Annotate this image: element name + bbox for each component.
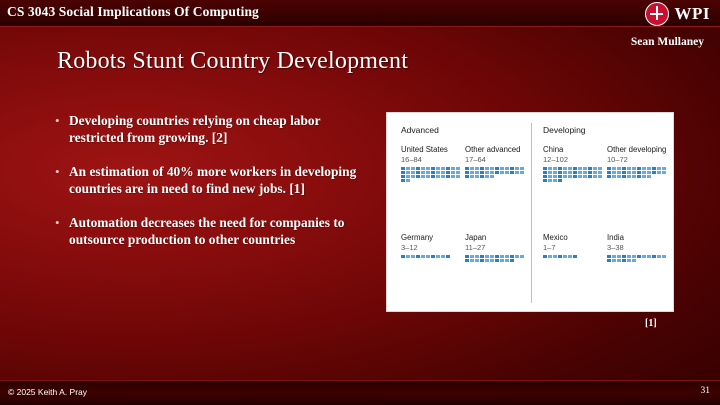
figure-dot — [548, 175, 552, 178]
figure-dot — [543, 255, 547, 258]
figure-dot — [495, 259, 499, 262]
figure-dot — [441, 175, 445, 178]
figure-dot — [548, 179, 552, 182]
figure-dot — [607, 175, 611, 178]
figure-dot — [662, 255, 666, 258]
figure-dot — [490, 259, 494, 262]
figure-dot — [553, 167, 557, 170]
figure-dot — [627, 259, 631, 262]
figure-dot — [553, 179, 557, 182]
figure-dot — [401, 175, 405, 178]
figure-dot — [446, 167, 450, 170]
figure-dot — [583, 167, 587, 170]
figure-dot — [598, 171, 602, 174]
figure-dot — [642, 175, 646, 178]
figure-divider — [531, 123, 532, 303]
figure-cell-name: Germany — [401, 233, 434, 242]
figure-dot — [465, 171, 469, 174]
figure-dot — [505, 255, 509, 258]
figure-dot — [431, 171, 435, 174]
figure-dot — [406, 171, 410, 174]
figure-cell-range: 17–64 — [465, 154, 486, 164]
figure-dot — [411, 167, 415, 170]
figure-dot — [637, 255, 641, 258]
wpi-logo-text: WPI — [674, 4, 710, 23]
list-item — [55, 214, 375, 248]
figure-dot — [431, 175, 435, 178]
list-item — [55, 112, 375, 146]
figure-cell-name: Japan — [465, 233, 487, 242]
figure-dot — [548, 255, 552, 258]
figure-dot — [480, 175, 484, 178]
author-name: Sean Mullaney — [630, 36, 704, 48]
figure-cell-dots — [465, 167, 525, 178]
figure-dot — [568, 255, 572, 258]
figure-dot — [485, 175, 489, 178]
figure-dot — [657, 171, 661, 174]
figure-dot — [485, 171, 489, 174]
figure-dot — [470, 175, 474, 178]
figure-dot — [406, 179, 410, 182]
figure-dot — [563, 171, 567, 174]
figure-cell-range: 10–72 — [607, 154, 628, 164]
figure-dot — [441, 255, 445, 258]
figure-dot — [617, 259, 621, 262]
figure-dot — [480, 171, 484, 174]
figure-dot — [465, 175, 469, 178]
figure-dot — [470, 171, 474, 174]
figure-dot — [593, 171, 597, 174]
figure-dot — [657, 167, 661, 170]
wpi-logo — [645, 2, 711, 26]
figure-cell — [401, 233, 463, 258]
figure-dot — [548, 171, 552, 174]
figure-dot — [553, 255, 557, 258]
figure-dot — [515, 255, 519, 258]
figure-cell — [401, 145, 463, 182]
figure-dot — [642, 171, 646, 174]
figure-dot — [642, 167, 646, 170]
bullet-dot-icon: • — [55, 164, 60, 179]
figure-dot — [401, 255, 405, 258]
figure-dot — [662, 171, 666, 174]
figure-dot — [622, 167, 626, 170]
figure-dot — [470, 167, 474, 170]
figure-dot — [505, 167, 509, 170]
figure-dot — [451, 171, 455, 174]
slide-header-bar — [0, 0, 720, 27]
figure-dot — [446, 255, 450, 258]
figure-dot — [632, 259, 636, 262]
figure-dot — [431, 167, 435, 170]
figure-dot — [441, 167, 445, 170]
figure-dot — [436, 255, 440, 258]
figure-dot — [632, 171, 636, 174]
figure-dot — [480, 167, 484, 170]
figure-cell-name: Other developing — [607, 145, 667, 154]
figure-dot — [583, 175, 587, 178]
figure-dot — [563, 255, 567, 258]
figure-dot — [426, 171, 430, 174]
figure-dot — [451, 175, 455, 178]
figure-dot — [465, 255, 469, 258]
figure-dot — [416, 171, 420, 174]
figure-dot — [573, 175, 577, 178]
figure-dot — [553, 171, 557, 174]
figure-group-label-advanced: Advanced — [401, 125, 439, 135]
figure-dot — [568, 167, 572, 170]
figure-dot — [441, 171, 445, 174]
figure-dot — [627, 171, 631, 174]
figure-dot — [475, 175, 479, 178]
figure-dot — [563, 175, 567, 178]
figure-cell — [465, 233, 527, 262]
figure-dot — [588, 167, 592, 170]
figure-dot — [436, 171, 440, 174]
figure-dot — [490, 171, 494, 174]
figure-dot — [637, 171, 641, 174]
figure-dot — [647, 171, 651, 174]
list-item — [55, 163, 375, 197]
figure-cell-dots — [465, 255, 525, 262]
figure-dot — [543, 179, 547, 182]
slide-footer — [0, 380, 720, 405]
copyright-text: © 2025 Keith A. Pray — [8, 387, 88, 397]
figure-dot — [558, 167, 562, 170]
figure-dot — [500, 171, 504, 174]
figure-dot — [637, 167, 641, 170]
figure-cell-range: 16–84 — [401, 154, 422, 164]
bullet-list — [55, 112, 375, 265]
figure-dot — [401, 171, 405, 174]
figure-dot — [480, 259, 484, 262]
figure-dot — [500, 167, 504, 170]
figure-dot — [416, 255, 420, 258]
figure-dot — [578, 175, 582, 178]
figure-dot — [475, 167, 479, 170]
figure-dot — [456, 175, 460, 178]
figure-dot — [446, 175, 450, 178]
figure-dot — [510, 171, 514, 174]
figure-dot — [617, 255, 621, 258]
figure-dot — [490, 175, 494, 178]
figure-cell — [543, 145, 605, 182]
figure-dot — [607, 171, 611, 174]
figure-dot — [558, 255, 562, 258]
figure-cell-range: 11–27 — [465, 242, 486, 252]
figure-cell — [607, 233, 669, 262]
figure-dot — [543, 167, 547, 170]
figure-dot — [490, 167, 494, 170]
bullet-text: Developing countries relying on cheap labor restricted from growing. [2] — [69, 113, 321, 145]
figure-dot — [612, 171, 616, 174]
figure-dot — [411, 255, 415, 258]
figure-dot — [632, 255, 636, 258]
figure-cell-name: China — [543, 145, 564, 154]
figure-cell-name: Other advanced — [465, 145, 521, 154]
figure-dot — [451, 167, 455, 170]
figure-cell-dots — [401, 167, 461, 182]
figure-dot — [411, 171, 415, 174]
figure-dot — [652, 167, 656, 170]
figure-dot — [406, 175, 410, 178]
figure-dot — [617, 167, 621, 170]
figure-dot — [475, 259, 479, 262]
figure-dot — [622, 255, 626, 258]
figure-dot — [617, 175, 621, 178]
figure-dot — [475, 255, 479, 258]
figure-dot — [485, 167, 489, 170]
figure-dot — [647, 167, 651, 170]
figure-dot — [588, 171, 592, 174]
figure-dot — [662, 167, 666, 170]
figure-dot — [553, 175, 557, 178]
figure-dot — [426, 255, 430, 258]
bullet-text: Automation decreases the need for companies to outsource production to other countries — [69, 215, 345, 247]
figure-dot — [627, 255, 631, 258]
figure-dot — [563, 167, 567, 170]
figure-cell-name: United States — [401, 145, 448, 154]
figure-dot — [622, 175, 626, 178]
figure-dot — [593, 167, 597, 170]
figure-dot — [426, 167, 430, 170]
figure-dot — [500, 255, 504, 258]
figure-dot — [401, 179, 405, 182]
figure-dot — [495, 255, 499, 258]
figure-dot — [480, 255, 484, 258]
figure-dot — [612, 259, 616, 262]
figure-dot — [632, 175, 636, 178]
figure-dot — [510, 255, 514, 258]
figure-dot — [510, 167, 514, 170]
figure-dot — [607, 255, 611, 258]
figure-dot — [510, 259, 514, 262]
figure-dot — [627, 167, 631, 170]
figure-dot — [558, 175, 562, 178]
figure-dot — [515, 171, 519, 174]
figure-dot — [598, 175, 602, 178]
figure-cell-dots — [607, 255, 667, 262]
figure-dot — [558, 171, 562, 174]
figure-dot — [627, 175, 631, 178]
figure-group-label-developing: Developing — [543, 125, 586, 135]
figure-cell-range: 3–38 — [607, 242, 624, 252]
figure-cell-name: India — [607, 233, 624, 242]
figure-dot — [652, 255, 656, 258]
page-number: 31 — [700, 386, 710, 396]
figure-dot — [558, 179, 562, 182]
figure-dot — [456, 167, 460, 170]
figure-dot — [583, 171, 587, 174]
figure-dot — [598, 167, 602, 170]
figure-dot — [622, 259, 626, 262]
figure-dot — [505, 171, 509, 174]
figure-dot — [416, 175, 420, 178]
figure-dot — [652, 171, 656, 174]
figure-dot — [573, 171, 577, 174]
figure-dot — [446, 171, 450, 174]
figure-dot — [568, 175, 572, 178]
figure-dot — [401, 167, 405, 170]
figure-dot — [431, 255, 435, 258]
figure-dot — [456, 171, 460, 174]
figure-dot — [612, 175, 616, 178]
figure-dot — [543, 171, 547, 174]
figure-cell-range: 3–12 — [401, 242, 418, 252]
figure-cell-name: Mexico — [543, 233, 568, 242]
figure-dot — [485, 255, 489, 258]
bullet-text: An estimation of 40% more workers in developing countries are in need to find new jobs. [1] — [69, 164, 357, 196]
figure-dot — [578, 171, 582, 174]
figure-dot — [588, 175, 592, 178]
course-title: CS 3043 Social Implications Of Computing — [7, 4, 259, 19]
figure-dot — [421, 255, 425, 258]
figure-cell-dots — [543, 255, 603, 258]
figure-dot — [607, 259, 611, 262]
figure-dot — [520, 171, 524, 174]
figure-dot — [470, 255, 474, 258]
figure-citation: [1] — [645, 318, 657, 329]
figure-dot — [436, 167, 440, 170]
figure-dot — [426, 175, 430, 178]
figure-dot — [520, 255, 524, 258]
figure-dot — [406, 255, 410, 258]
figure-cell-range: 1–7 — [543, 242, 556, 252]
figure-cell-dots — [607, 167, 667, 178]
figure-dot — [573, 167, 577, 170]
figure-dot — [411, 175, 415, 178]
figure-dot — [495, 167, 499, 170]
figure-dot — [647, 255, 651, 258]
figure-dot — [485, 259, 489, 262]
figure-cell-dots — [401, 255, 461, 258]
figure-dot — [632, 167, 636, 170]
figure-dot — [421, 167, 425, 170]
figure-dot — [607, 167, 611, 170]
figure-dot — [490, 255, 494, 258]
figure-dot — [515, 167, 519, 170]
figure-dot — [573, 255, 577, 258]
figure-dot — [578, 167, 582, 170]
figure-panel — [386, 112, 674, 312]
figure-dot — [647, 175, 651, 178]
page-title: Robots Stunt Country Development — [57, 48, 409, 74]
figure-dot — [622, 171, 626, 174]
figure-dot — [637, 175, 641, 178]
figure-dot — [465, 259, 469, 262]
bullet-dot-icon: • — [55, 113, 60, 128]
wpi-seal-icon — [645, 2, 669, 26]
figure-dot — [593, 175, 597, 178]
figure-dot — [475, 171, 479, 174]
figure-cell-range: 12–102 — [543, 154, 569, 164]
figure-dot — [505, 259, 509, 262]
figure-dot — [465, 167, 469, 170]
figure-cell — [465, 145, 527, 178]
figure-cell — [607, 145, 669, 178]
figure-dot — [470, 259, 474, 262]
figure-dot — [568, 171, 572, 174]
figure-dot — [612, 255, 616, 258]
figure-dot — [642, 255, 646, 258]
figure-cell-dots — [543, 167, 603, 182]
figure-dot — [617, 171, 621, 174]
figure-dot — [548, 167, 552, 170]
figure-dot — [612, 167, 616, 170]
figure-dot — [657, 255, 661, 258]
figure-cell — [543, 233, 605, 258]
figure-dot — [543, 175, 547, 178]
figure-dot — [421, 171, 425, 174]
figure-dot — [500, 259, 504, 262]
figure-dot — [406, 167, 410, 170]
figure-dot — [520, 167, 524, 170]
figure-dot — [416, 167, 420, 170]
bullet-dot-icon: • — [55, 215, 60, 230]
figure-dot — [436, 175, 440, 178]
figure-dot — [495, 171, 499, 174]
figure-dot — [421, 175, 425, 178]
